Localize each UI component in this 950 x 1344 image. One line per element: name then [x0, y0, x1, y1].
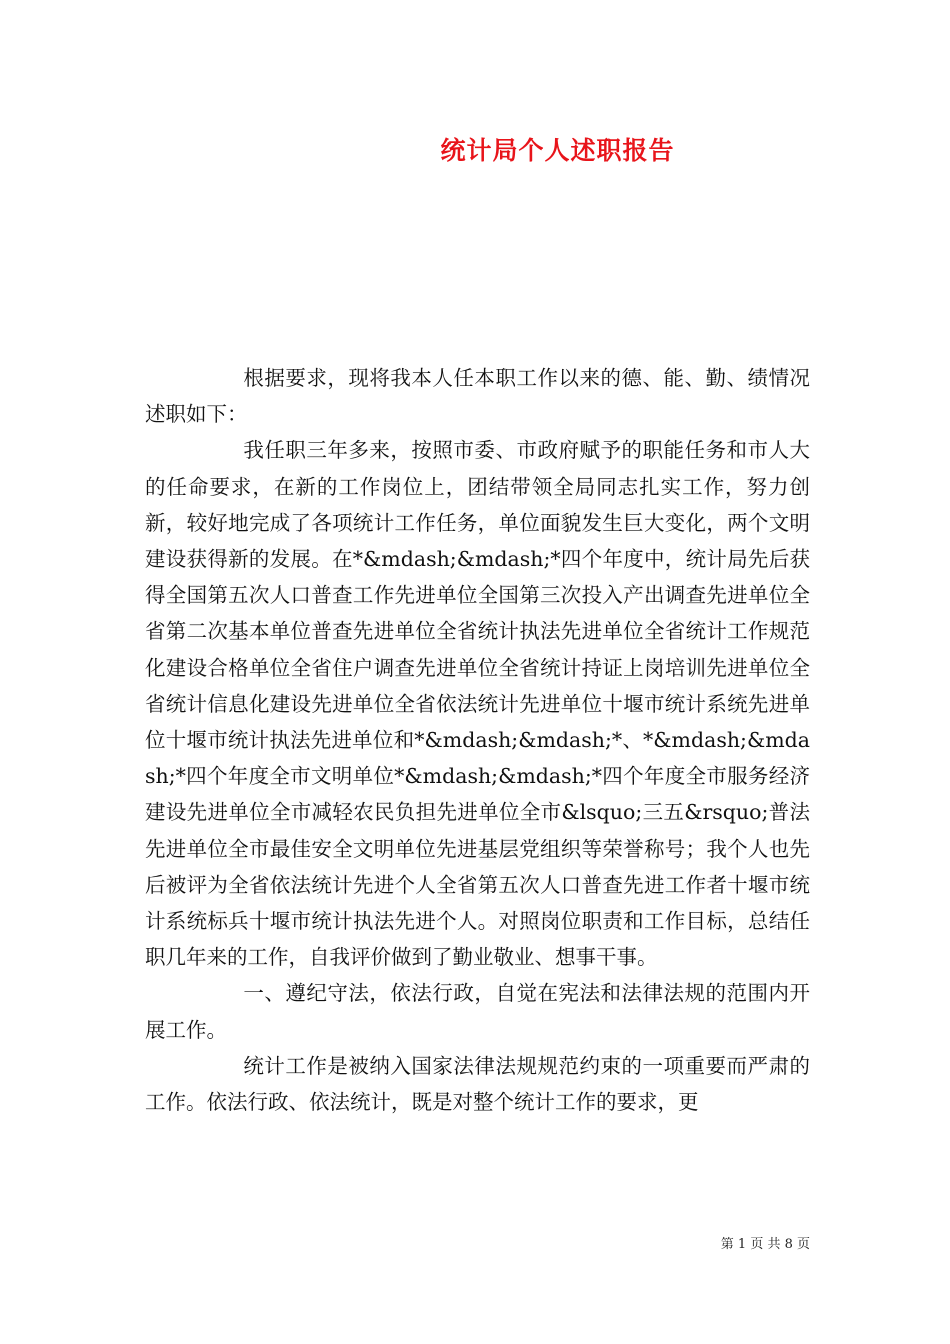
page-number-footer: 第 1 页 共 8 页: [720, 1237, 810, 1252]
paragraph-section-heading: 一、遵纪守法，依法行政，自觉在宪法和法律法规的范围内开展工作。: [145, 981, 810, 1042]
document-title: 统计局个人述职报告: [440, 136, 675, 165]
paragraph-achievements: 我任职三年多来，按照市委、市政府赋予的职能任务和市人大的任命要求，在新的工作岗位上，团结带领全局同志扎实工作，努力创新，较好地完成了各项统计工作任务，单位面貌发生巨大变化，两个文明建设获得新的发展。在*&mdash;&mdash;*四个年度中，统计局先后获得全国第五次人口普查工作先进单位全国第三次投入产出调查先进单位全省第二次基本单位普查先进单位全省统计执法先进单位全省统计工作规范化建设合格单位全省住户调查先进单位全省统计持证上岗培训先进单位全省统计信息化建设先进单位全省依法统计先进单位十堰市统计系统先进单位十堰市统计执法先进单位和*&mdash;&mdash;*、*&mdash;&mdash;*四个年度全市文明单位*&mdash;&mdash;*四个年度全市服务经济建设先进单位全市减轻农民负担先进单位全市&lsquo;三五&rsquo;普法先进单位全市最佳安全文明单位先进基层党组织等荣誉称号；我个人也先后被评为全省依法统计先进个人全省第五次人口普查先进工作者十堰市统计系统标兵十堰市统计执法先进个人。对照岗位职责和工作目标，总结任职几年来的工作，自我评价做到了勤业敬业、想事干事。: [145, 438, 810, 970]
paragraph-statistics-law: 统计工作是被纳入国家法律法规规范约束的一项重要而严肃的工作。依法行政、依法统计，既是对整个统计工作的要求，更: [145, 1053, 810, 1115]
document-body: [145, 360, 810, 1120]
paragraph-intro: 根据要求，现将我本人任本职工作以来的德、能、勤、绩情况述职如下：: [145, 366, 810, 427]
